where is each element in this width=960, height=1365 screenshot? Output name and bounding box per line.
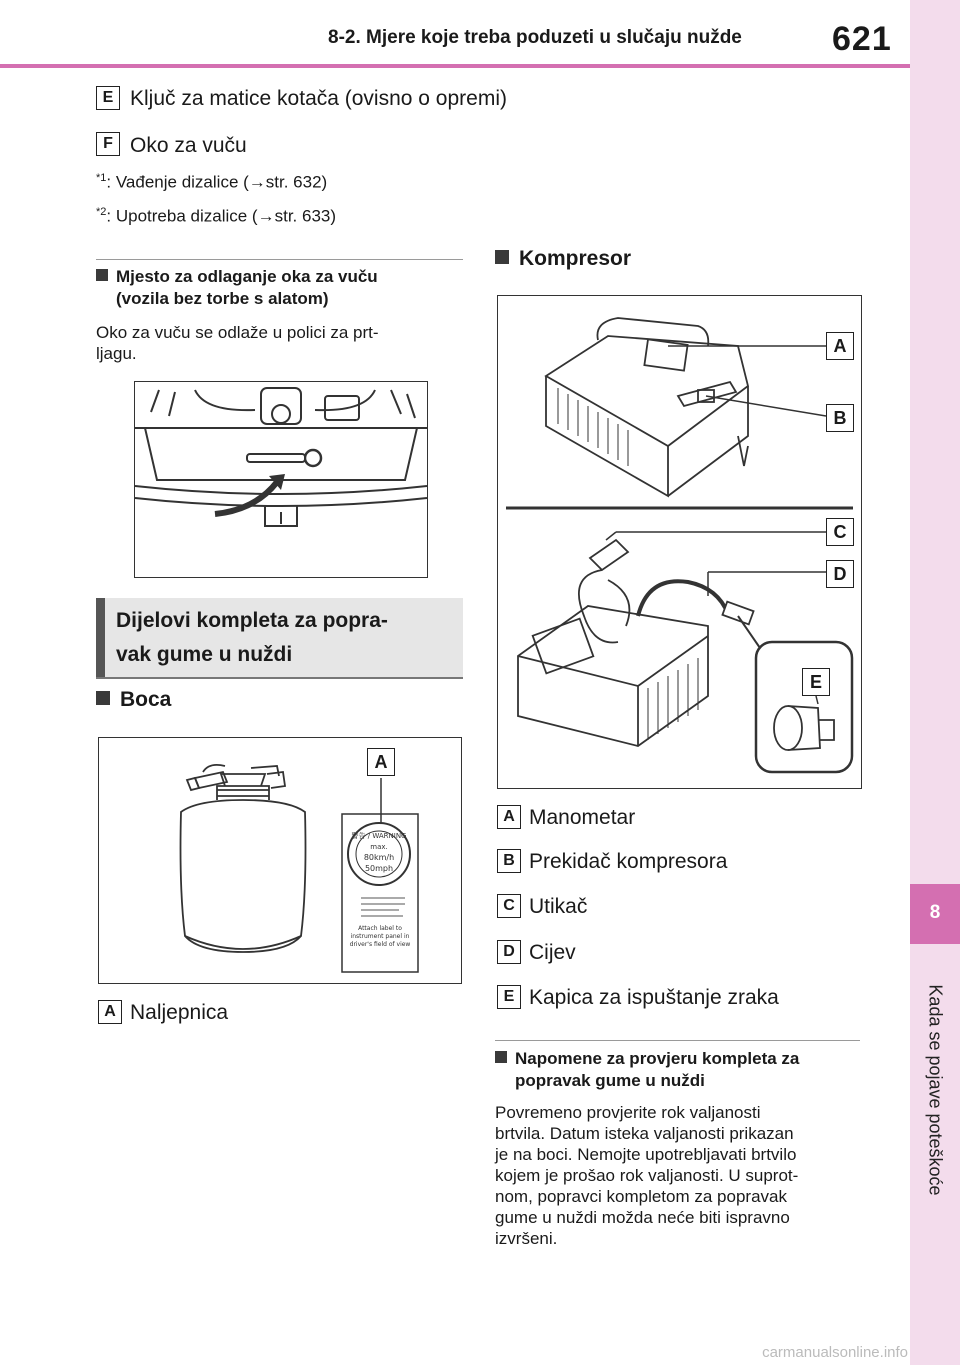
callout-a: A xyxy=(367,748,395,776)
page-number: 621 xyxy=(832,20,892,58)
square-bullet-icon xyxy=(495,1051,507,1063)
footnote-text: : Vađenje dizalice ( xyxy=(106,172,249,192)
letter-box: A xyxy=(98,1000,122,1024)
footnote-mark: *1 xyxy=(96,172,107,184)
notes-text: Povremeno provjerite rok valjanosti brtvila. Datum isteka valjanosti prikazan je na boci. Nemojte upotrebljavati brtvilo kojem je prošao rok valjanosti. U suprot- nom, popravci kompletom za popravak gume u nuždi možda neće biti ispravno izvršeni. xyxy=(495,1103,799,1248)
list-item: Cijev xyxy=(529,941,576,964)
watermark: carmanualsonline.info xyxy=(762,1344,908,1361)
compressor-heading: Kompresor xyxy=(495,247,631,271)
banner-title: Dijelovi kompleta za popra- vak gume u nuždi xyxy=(116,609,388,666)
footnote xyxy=(96,206,336,227)
banner-rule xyxy=(96,677,463,679)
sealant-bottle-illustration xyxy=(99,738,461,983)
callout-d: D xyxy=(826,560,854,588)
banner-accent xyxy=(96,598,105,678)
square-bullet-icon xyxy=(96,269,108,281)
label-attach-line2: instrument panel in xyxy=(350,933,410,940)
callout-a: A xyxy=(826,332,854,360)
footnote-mark: *2 xyxy=(96,206,107,218)
label-attach-line1: Attach label to xyxy=(358,925,402,932)
bottle-figure xyxy=(98,737,462,984)
list-item: Manometar xyxy=(529,806,636,829)
bottle-heading: Boca xyxy=(96,688,171,712)
letter-box: E xyxy=(96,86,120,110)
callout-e: E xyxy=(802,668,830,696)
header-rule xyxy=(0,64,910,68)
tow-eye-heading: Mjesto za odlaganje oka za vuču (vozila bez torbe s alatom) xyxy=(96,266,378,310)
compressor-figure xyxy=(497,295,862,789)
arrow-icon: → xyxy=(257,206,275,226)
list-item: Oko za vuču xyxy=(130,134,247,157)
trunk-illustration xyxy=(135,382,427,577)
footnote-ref[interactable]: str. 632) xyxy=(265,172,328,192)
arrow-icon: → xyxy=(248,172,266,192)
compressor-illustration xyxy=(498,296,861,788)
chapter-title: Kada se pojave poteškoće xyxy=(925,984,946,1196)
callout-c: C xyxy=(826,518,854,546)
footnote-text: : Upotreba dizalice ( xyxy=(106,206,258,226)
section-title: 8-2. Mjere koje treba poduzeti u slučaju nužde xyxy=(328,27,742,48)
chapter-number: 8 xyxy=(929,902,941,923)
tow-eye-text: Oko za vuču se odlaže u polici za prt- ljagu. xyxy=(96,323,379,363)
label-warning: 警告 / WARNING xyxy=(351,832,407,840)
letter-box: E xyxy=(497,985,521,1009)
list-item: Ključ za matice kotača (ovisno o opremi) xyxy=(130,87,507,110)
list-item: Utikač xyxy=(529,895,588,918)
letter-box: C xyxy=(497,894,521,918)
footnote-ref[interactable]: str. 633) xyxy=(274,206,337,226)
section-rule xyxy=(96,259,463,260)
tow-eye-figure xyxy=(134,381,428,578)
square-bullet-icon xyxy=(96,691,110,705)
callout-b: B xyxy=(826,404,854,432)
label-speed-kmh: 80km/h xyxy=(363,853,395,862)
square-bullet-icon xyxy=(495,250,509,264)
letter-box: A xyxy=(497,805,521,829)
letter-box: D xyxy=(497,940,521,964)
label-speed-mph: 50mph xyxy=(364,864,394,873)
label-attach-line3: driver's field of view xyxy=(349,941,411,948)
footnote xyxy=(96,172,327,193)
label-speed-max: max. xyxy=(370,843,388,851)
letter-box: B xyxy=(497,849,521,873)
section-rule xyxy=(495,1040,860,1041)
list-item: Naljepnica xyxy=(130,1001,229,1024)
notes-heading: Napomene za provjeru kompleta za popravak gume u nuždi xyxy=(495,1048,799,1092)
letter-box: F xyxy=(96,132,120,156)
list-item: Kapica za ispuštanje zraka xyxy=(529,986,779,1009)
list-item: Prekidač kompresora xyxy=(529,850,728,873)
